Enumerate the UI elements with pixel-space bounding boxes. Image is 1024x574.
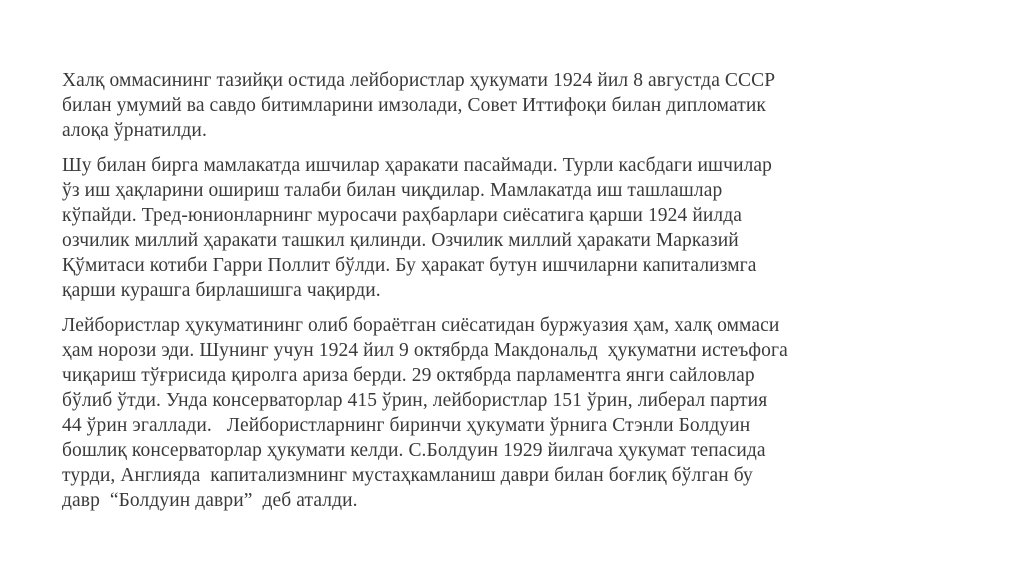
text-line: билан умумий ва савдо битимларини имзолади, Совет Иттифоқи билан дипломатик: [62, 95, 766, 116]
text-line: ўз иш ҳақларини ошириш талаби билан чиқдилар. Мамлакатда иш ташлашлар: [62, 180, 723, 201]
paragraph-1: [62, 68, 962, 143]
text-line: чиқариш тўғрисида қиролга ариза берди. 29 октябрда парламентга янги сайловлар: [62, 365, 755, 386]
paragraph-2: [62, 153, 962, 303]
paragraph-3: [62, 313, 962, 513]
text-line: Лейбористлар ҳукуматининг олиб бораётган сиёсатидан буржуазия ҳам, халқ оммаси: [62, 315, 780, 336]
text-body: [62, 68, 962, 523]
text-line: Қўмитаси котиби Гарри Поллит бўлди. Бу ҳаракат бутун ишчиларни капитализмга: [62, 255, 757, 276]
text-line: Шу билан бирга мамлакатда ишчилар ҳаракати пасаймади. Турли касбдаги ишчилар: [62, 155, 773, 176]
text-line: бошлиқ консерваторлар ҳукумати келди. С.Болдуин 1929 йилгача ҳукумат тепасида: [62, 440, 766, 461]
text-line: қарши курашга бирлашишга чақирди.: [62, 280, 381, 301]
text-line: турди, Англияда капитализмнинг мустаҳкамланиш даври билан боғлиқ бўлган бу: [62, 465, 753, 486]
text-line: кўпайди. Тред-юнионларнинг муросачи раҳбарлари сиёсатига қарши 1924 йилда: [62, 205, 742, 226]
text-line: 44 ўрин эгаллади. Лейбористларнинг биринчи ҳукумати ўрнига Стэнли Болдуин: [62, 415, 751, 436]
text-line: Халқ оммасининг тазийқи остида лейбористлар ҳукумати 1924 йил 8 августда СССР: [62, 70, 776, 91]
text-line: озчилик миллий ҳаракати ташкил қилинди. Озчилик миллий ҳаракати Марказий: [62, 230, 739, 251]
text-line: давр “Болдуин даври” деб аталди.: [62, 490, 358, 511]
text-line: ҳам норози эди. Шунинг учун 1924 йил 9 октябрда Макдональд ҳукуматни истеъфога: [62, 340, 788, 361]
text-line: алоқа ўрнатилди.: [62, 120, 207, 141]
text-line: бўлиб ўтди. Унда консерваторлар 415 ўрин, лейбористлар 151 ўрин, либерал партия: [62, 390, 768, 411]
